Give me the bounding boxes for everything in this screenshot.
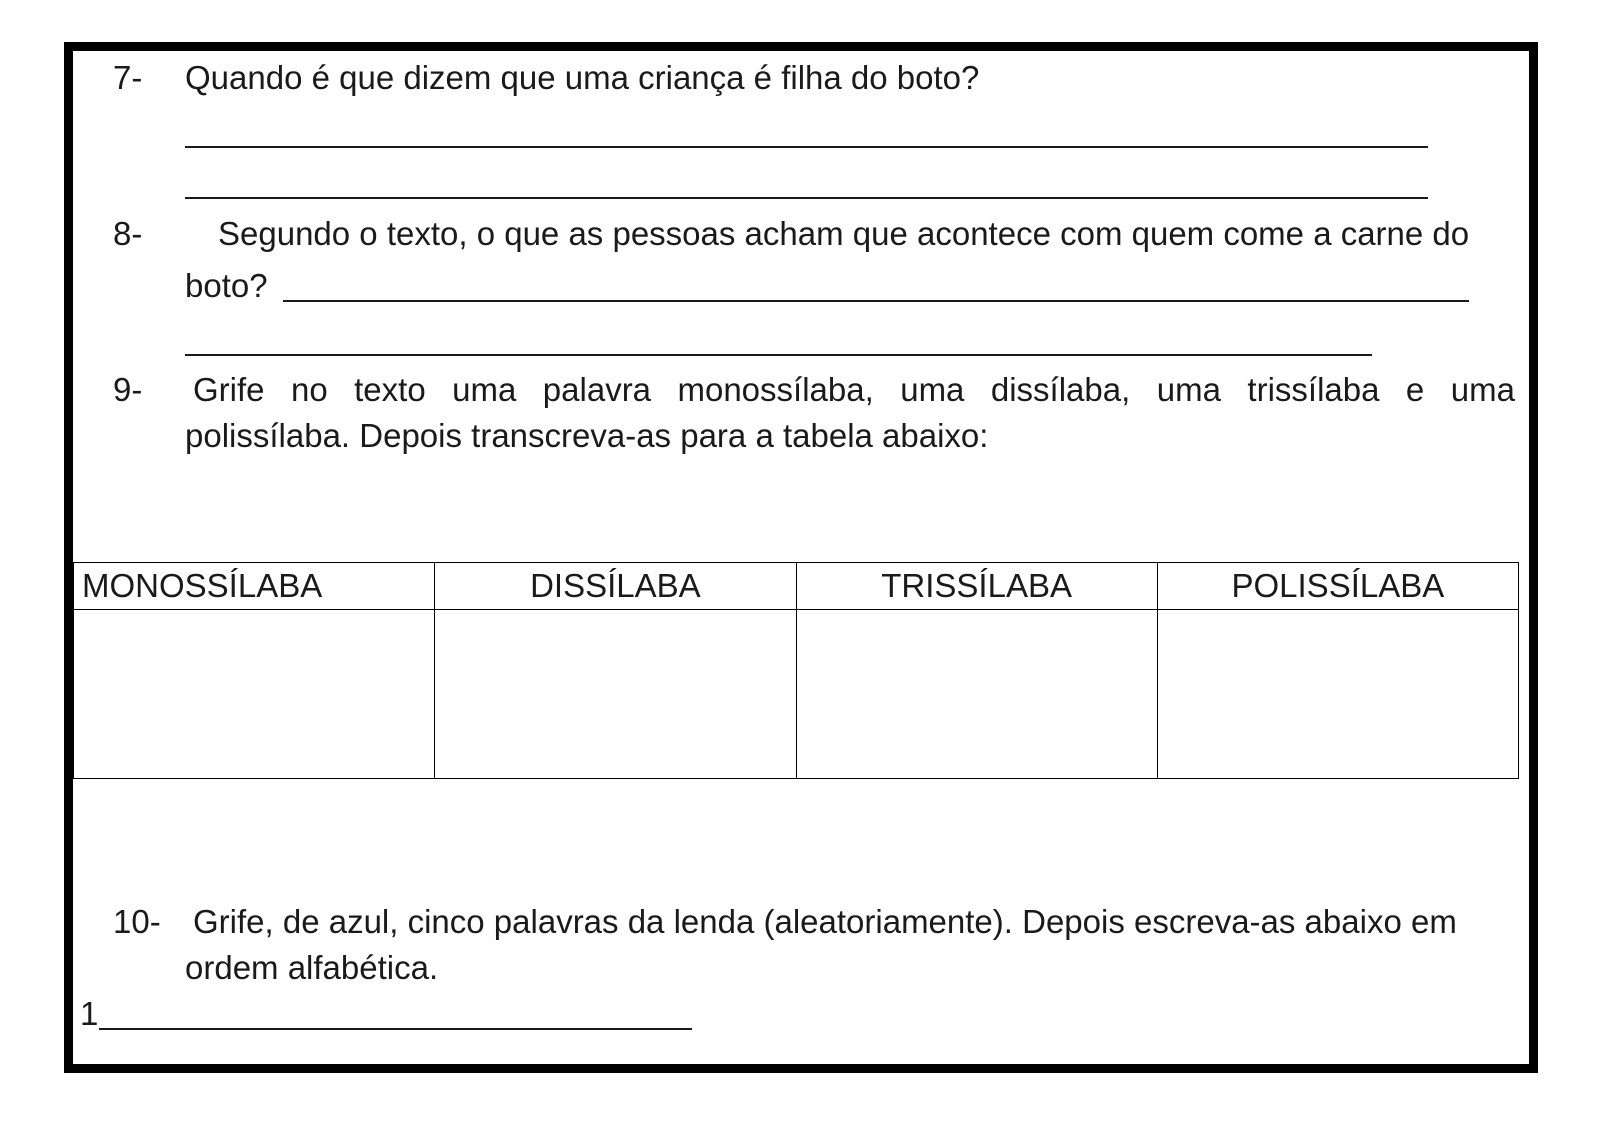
question-9-line-2: polissílaba. Depois transcreva-as para a tabela abaixo: [185, 417, 989, 454]
q9-word: trissílaba [1247, 371, 1380, 408]
q9-word: texto [354, 371, 426, 408]
question-8-number: 8- [113, 215, 143, 252]
cell-trissilaba[interactable] [796, 610, 1157, 779]
syllable-table [73, 562, 1519, 779]
answer-line-q8-1[interactable] [283, 300, 1469, 302]
cell-monossilaba[interactable] [74, 610, 435, 779]
q9-word: uma [900, 371, 965, 408]
answer-line-q7-2[interactable] [185, 197, 1428, 199]
question-10-number: 10- [113, 903, 161, 940]
question-7-number: 7- [113, 59, 143, 96]
cell-polissilaba[interactable] [1157, 610, 1518, 779]
answer-line-q8-2[interactable] [185, 354, 1372, 356]
q9-word: uma [1450, 371, 1515, 408]
header-polissilaba: POLISSÍLABA [1157, 563, 1518, 610]
question-7-text: Quando é que dizem que uma criança é filha do boto? [185, 59, 980, 96]
table-header-row [74, 563, 1519, 610]
question-8-text-cont: boto? [185, 267, 268, 304]
q9-word: Grife [193, 371, 265, 408]
question-9-number: 9- [113, 371, 143, 408]
question-9-line-1 [193, 370, 1515, 410]
header-monossilaba: MONOSSÍLABA [74, 563, 435, 610]
answer-line-q7-1[interactable] [185, 146, 1428, 148]
table-row [74, 610, 1519, 779]
q9-word: palavra [542, 371, 652, 408]
answer-line-1[interactable] [99, 1028, 692, 1030]
q9-word: dissílaba, [990, 371, 1131, 408]
q9-word: no [290, 371, 328, 408]
q9-word: monossílaba, [677, 371, 874, 408]
q9-word: uma [452, 371, 517, 408]
header-trissilaba: TRISSÍLABA [796, 563, 1157, 610]
header-dissilaba: DISSÍLABA [435, 563, 796, 610]
q9-word: e [1405, 371, 1425, 408]
question-10-text: Grife, de azul, cinco palavras da lenda (aleatoriamente). Depois escreva-as abaixo em [193, 903, 1457, 940]
question-10-text-cont: ordem alfabética. [185, 949, 439, 986]
q9-word: uma [1156, 371, 1221, 408]
question-8-text: Segundo o texto, o que as pessoas acham que acontece com quem come a carne do [218, 215, 1470, 252]
cell-dissilaba[interactable] [435, 610, 796, 779]
answer-1-label: 1 [80, 995, 99, 1032]
